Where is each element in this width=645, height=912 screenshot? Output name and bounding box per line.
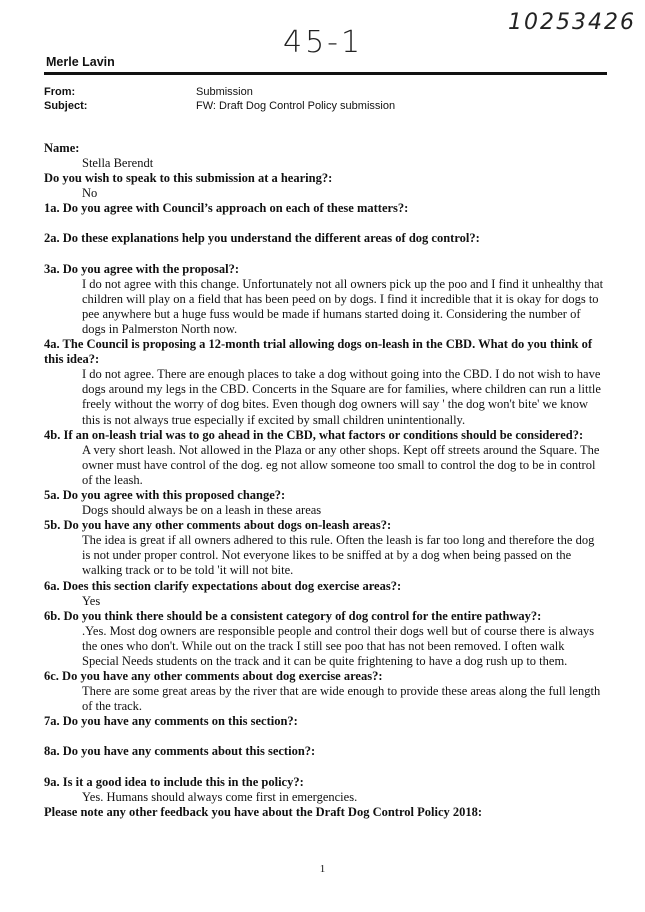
question-8a: 8a. Do you have any comments about this section?:: [44, 744, 316, 759]
answer-9a: Yes. Humans should always come first in emergencies.: [82, 789, 358, 804]
question-3a: 3a. Do you agree with the proposal?:: [44, 261, 240, 276]
answer-6c: There are some great areas by the river that are wide enough to provide these areas along the full length of the track.: [82, 684, 601, 714]
answer-5b: The idea is great if all owners adhered to this rule. Often the leash is far too long and therefore the dog is not under proper control. Not everyone likes to be sniffed at by a dog when being passed on the walking track or to be told 'it will not bite.: [82, 533, 595, 578]
handwritten-document-number: 10253426: [508, 10, 636, 35]
question-4a: 4a. The Council is proposing a 12-month trial allowing dogs on-leash in the CBD. What do you think of this idea?:: [44, 337, 593, 367]
answer-6a: Yes: [82, 593, 101, 608]
from-label: From:: [44, 86, 76, 98]
name-value: Stella Berendt: [82, 156, 154, 171]
question-6c: 6c. Do you have any other comments about dog exercise areas?:: [44, 669, 383, 684]
page-number: 1: [319, 863, 326, 875]
question-6b: 6b. Do you think there should be a consistent category of dog control for the entire pathway?:: [44, 608, 542, 623]
question-6a: 6a. Does this section clarify expectations about dog exercise areas?:: [44, 578, 402, 593]
answer-3a: I do not agree with this change. Unfortunately not all owners pick up the poo and I find it unhealthy that children will play on a field that has been peed on by dogs. I find it incredible that it is okay for dogs to pee anywhere but a huge fuss would be made if humans started doing it. Considering the number of dogs in Palmerston North now.: [82, 276, 604, 336]
question-7a: 7a. Do you have any comments on this section?:: [44, 714, 298, 729]
from-value: Submission: [196, 86, 253, 98]
sender-name: Merle Lavin: [46, 55, 115, 69]
answer-6b: .Yes. Most dog owners are responsible people and control their dogs well but of course there is always the ones who don't. While out on the track I still see poo that has not been removed. I often walk Special Needs students on the track and it can be quite frightening to have a dog rush up to them.: [82, 623, 595, 668]
question-5a: 5a. Do you agree with this proposed change?:: [44, 487, 286, 502]
question-hearing: Do you wish to speak to this submission at a hearing?:: [44, 171, 333, 186]
answer-5a: Dogs should always be on a leash in these areas: [82, 503, 322, 518]
question-2a: 2a. Do these explanations help you understand the different areas of dog control?:: [44, 231, 480, 246]
answer-4a: I do not agree. There are enough places to take a dog without going into the CBD. I do not wish to have dogs around my legs in the CBD. Concerts in the Square are for families, where children can run a little freely without the worry of dog bites. Even though dog owners will say ' the dog won't bite' we know this is not always true especially if excited by small children unintentionally.: [82, 367, 601, 427]
question-final-feedback: Please note any other feedback you have about the Draft Dog Control Policy 2018:: [44, 804, 483, 819]
question-9a: 9a. Is it a good idea to include this in the policy?:: [44, 774, 304, 789]
answer-hearing: No: [82, 186, 98, 201]
submission-body: [44, 141, 604, 820]
handwritten-batch-number: 45-1: [283, 25, 364, 60]
subject-label: Subject:: [44, 100, 88, 112]
header-divider: [44, 72, 607, 75]
question-1a: 1a. Do you agree with Council’s approach on each of these matters?:: [44, 201, 409, 216]
question-4b: 4b. If an on-leash trial was to go ahead in the CBD, what factors or conditions should be considered?:: [44, 427, 584, 442]
answer-4b: A very short leash. Not allowed in the Plaza or any other shops. Kept off streets around the Square. The owner must have control of the dog. eg not allow someone too small to control the dog to be in control of the leash.: [82, 442, 600, 487]
subject-value: FW: Draft Dog Control Policy submission: [196, 100, 396, 112]
question-5b: 5b. Do you have any other comments about dogs on-leash areas?:: [44, 518, 392, 533]
name-label: Name:: [44, 141, 80, 155]
